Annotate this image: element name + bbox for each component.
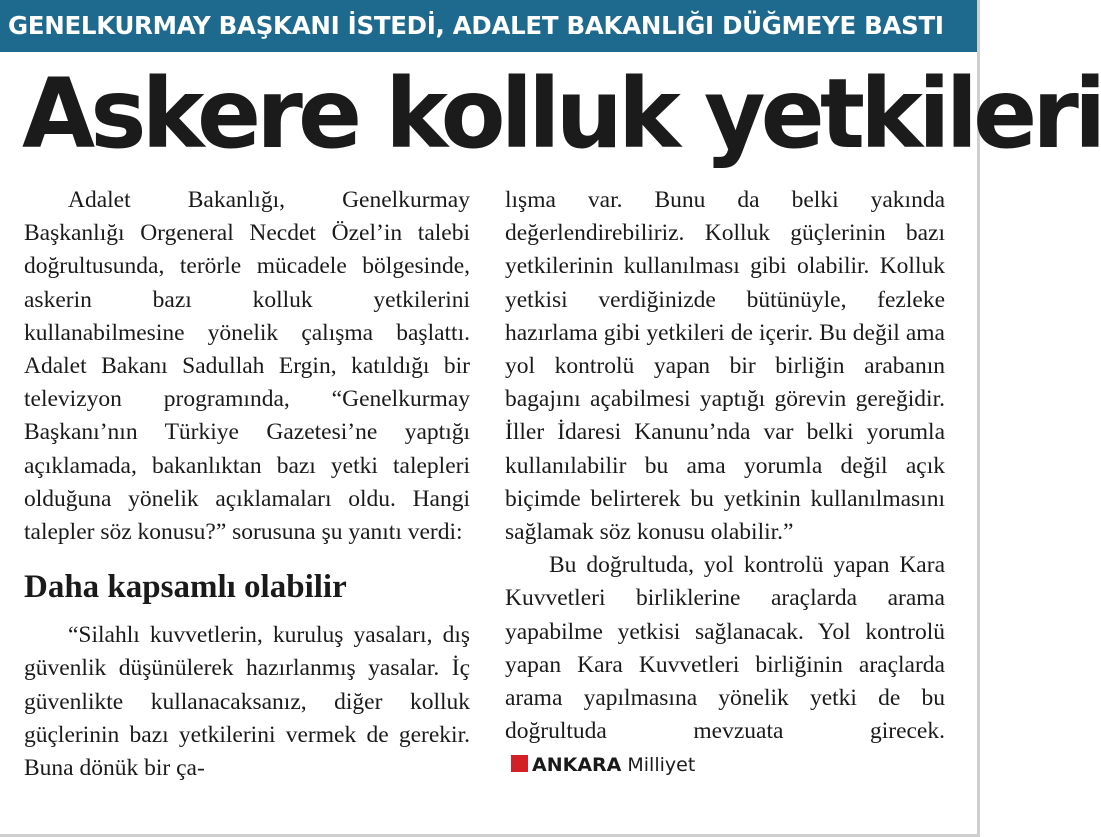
byline-city: ANKARA <box>532 754 622 777</box>
paragraph-text: Bu doğrultuda, yol kontrolü yapan Kara Kuvvetleri birliklerine araçlarda arama yapabilme yetkisi sağlanacak. Yol kontrolü yapan Kara Kuvvetleri birliğinin araçlarda arama yapılmasına yönelik yetki de bu doğrultuda mevzuata girecek. <box>505 552 945 745</box>
paragraph: Adalet Bakanlığı, Genelkurmay Başkanlığı Orgeneral Necdet Özel’in talebi doğrultusunda, terörle mücadele bölgesinde, askerin bazı kolluk yetkilerini kullanabilmesine yönelik çalışma başlattı. Adalet Bakanı Sadullah Ergin, katıldığı bir televizyon programında, “Genelkurmay Başkanı’nın Türkiye Gazetesi’ne yaptığı açıklamada, bakanlıktan bazı yetki talepleri olduğuna yönelik açıklamaları oldu. Hangi talepler söz konusu?” sorusuna şu yanıtı verdi: <box>24 187 470 546</box>
subheading: Daha kapsamlı olabilir <box>24 569 347 606</box>
article-column-1 <box>24 184 470 785</box>
headline: Askere kolluk yetkileri <box>22 58 1101 170</box>
paragraph: “Silahlı kuvvetlerin, kuruluş yasaları, dış güvenlik düşünülerek hazırlanmış yasalar. İç güvenlikte kullanacaksanız, diğer kolluk güçlerinin bazı yetkilerini vermek de gerekir. Buna dönük bir ça- <box>24 622 470 782</box>
paragraph: lışma var. Bunu da belki yakında değerlendirebiliriz. Kolluk güçlerinin bazı yetkilerinin kullanılması gibi olabilir. Kolluk yetkisi verdiğinizde bütünüyle, fezleke hazırlama gibi yetkileri de içerir. Bu değil ama yol kontrolü yapan bir birliğin arabanın bagajını açabilmesi yaptığı görevin gereğidir. İller İdaresi Kanunu’nda var belki yorumla kullanılabilir bu ama yorumla değil açık biçimde belirterek bu yetkinin kullanılmasını sağlamak söz konusu olabilir.” <box>505 187 945 546</box>
paragraph <box>505 549 945 782</box>
byline-source: Milliyet <box>627 754 696 777</box>
byline <box>505 751 695 777</box>
red-square-icon <box>511 755 528 772</box>
article-column-2 <box>505 184 945 783</box>
kicker-banner: GENELKURMAY BAŞKANI İSTEDİ, ADALET BAKANLIĞI DÜĞMEYE BASTI <box>0 0 977 52</box>
